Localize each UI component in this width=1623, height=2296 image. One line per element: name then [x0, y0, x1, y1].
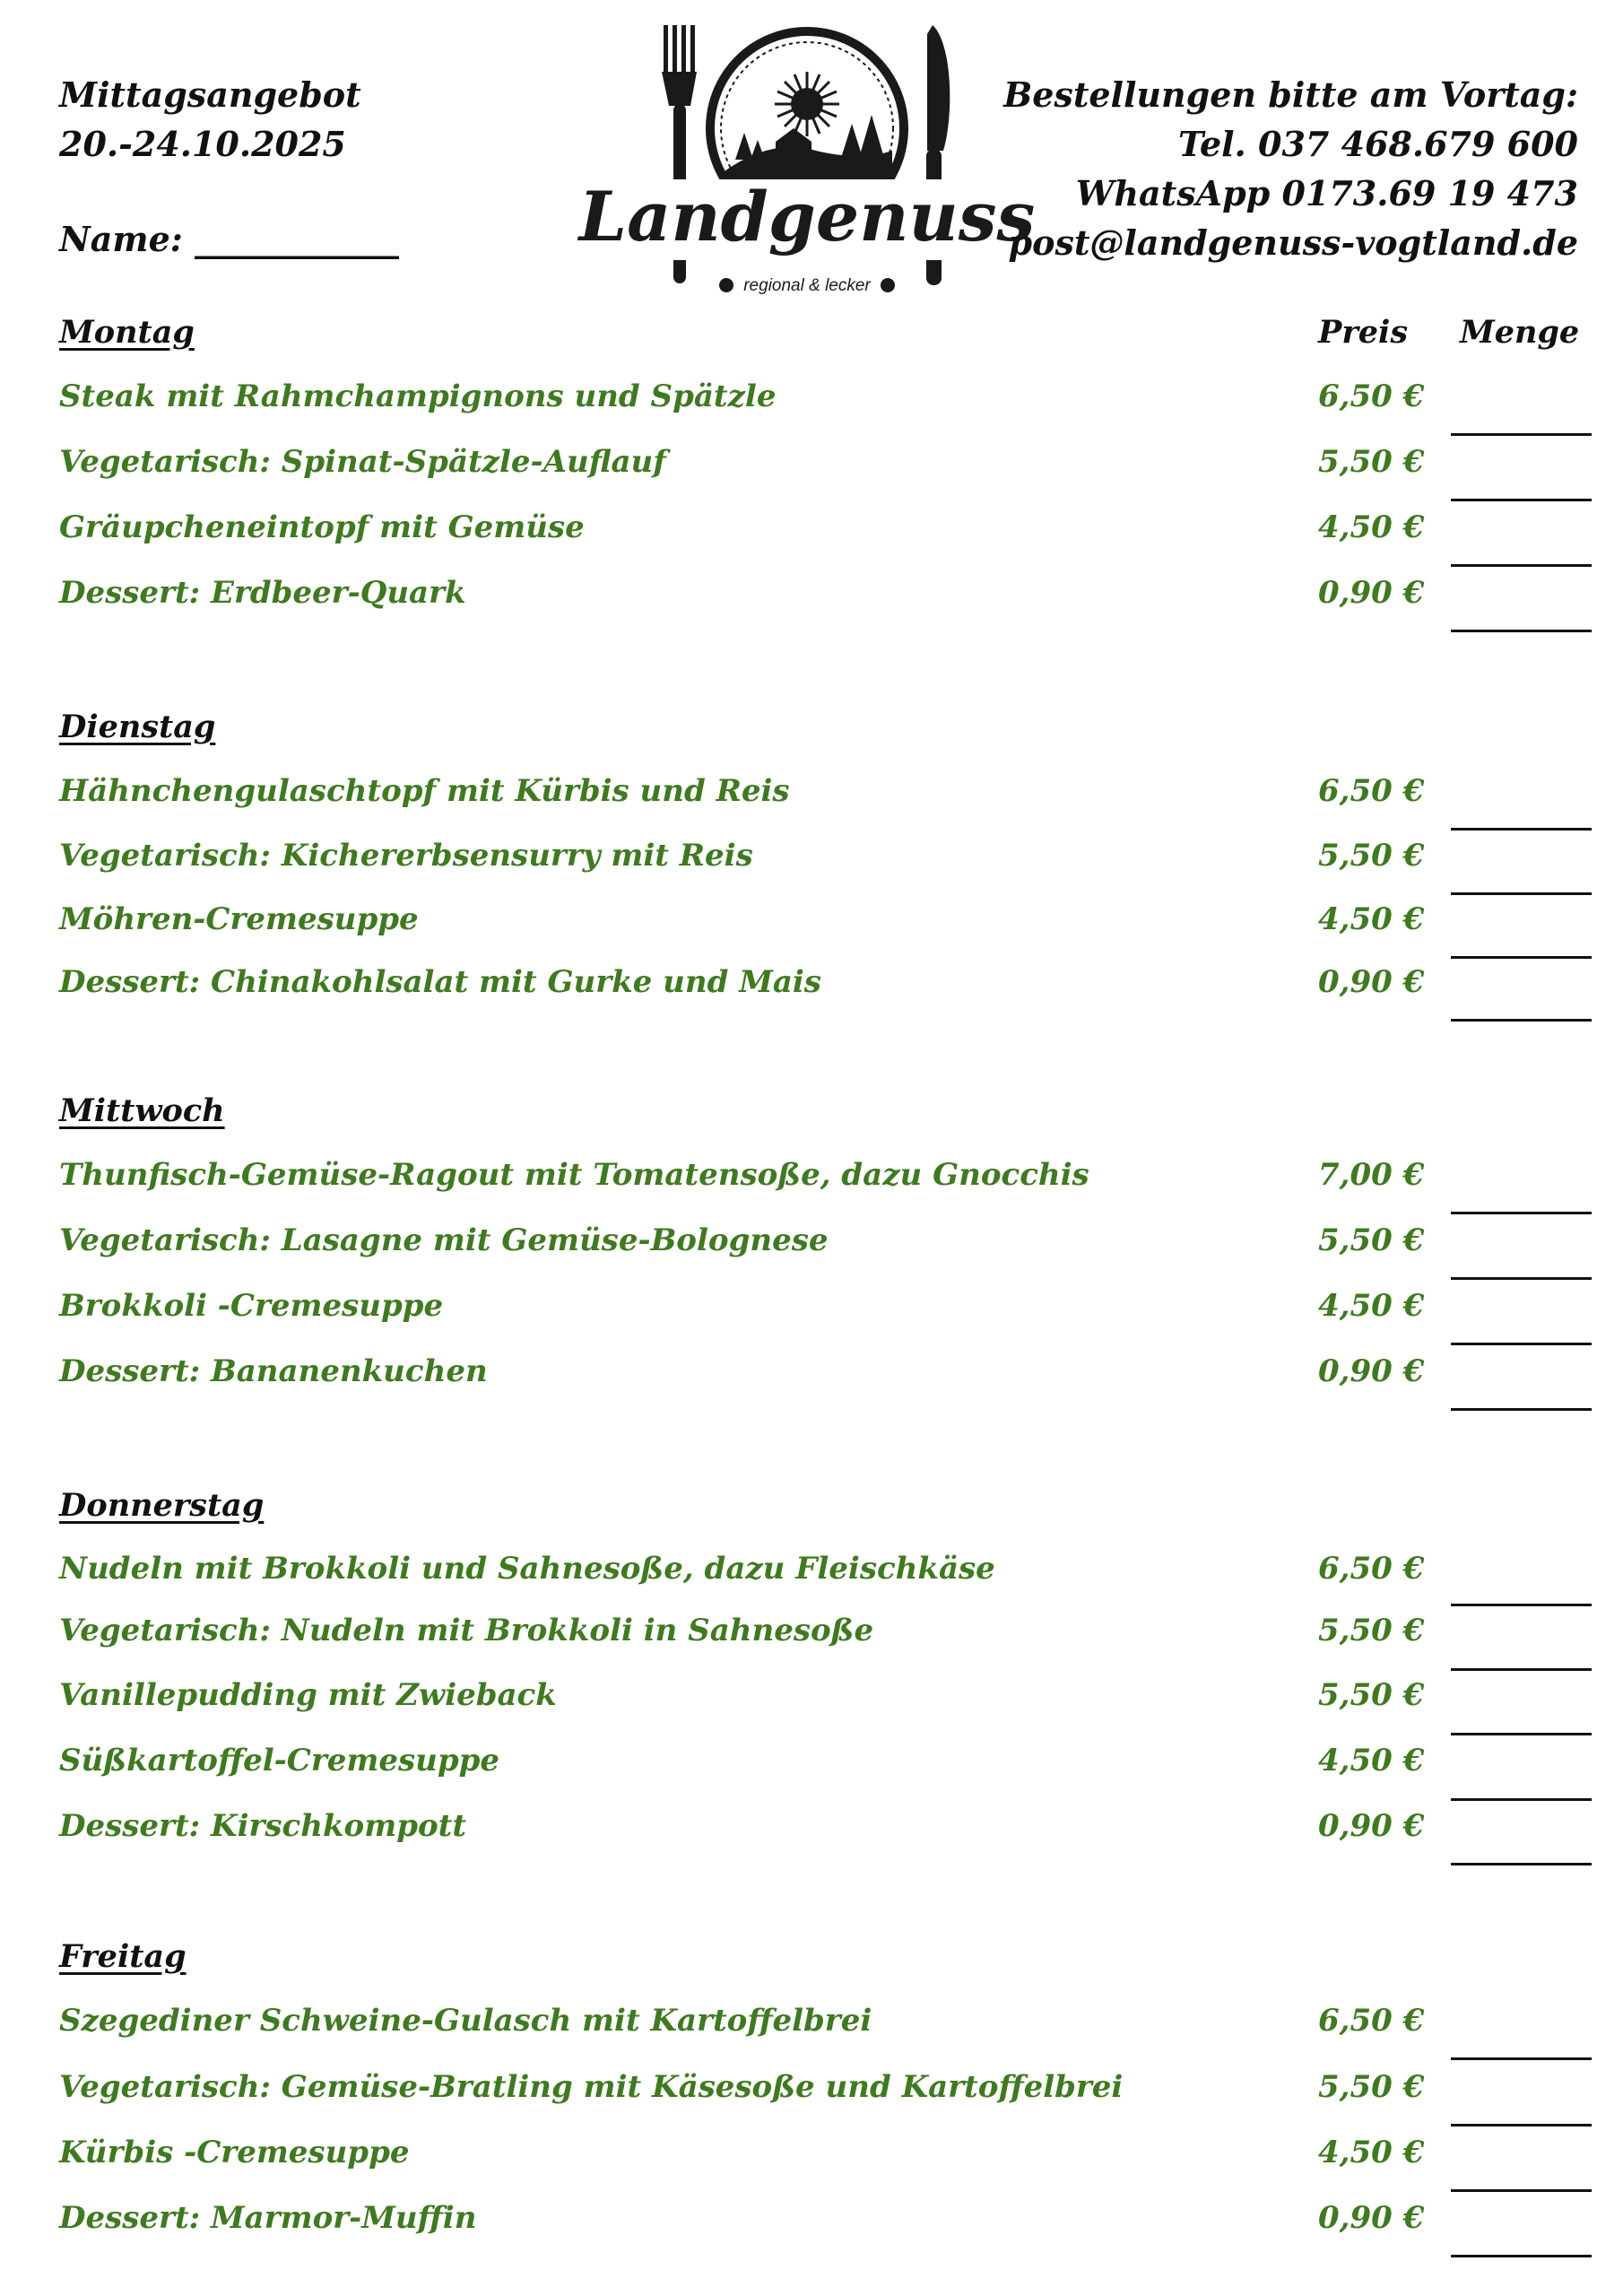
dish-price: 6,50 € [1318, 2003, 1425, 2039]
dish-price: 4,50 € [1318, 901, 1425, 937]
qty-input[interactable] [1451, 1668, 1592, 1671]
qty-input[interactable] [1451, 1798, 1592, 1801]
day-title-freitag: Freitag [59, 1938, 187, 1975]
dish-name: Nudeln mit Brokkoli und Sahnesoße, dazu Fleischkäse [59, 1551, 995, 1587]
dish-price: 7,00 € [1318, 1157, 1425, 1193]
offer-title: Mittagsangebot [59, 74, 361, 115]
qty-input[interactable] [1451, 2189, 1592, 2192]
dish-price: 4,50 € [1318, 2135, 1425, 2170]
qty-input[interactable] [1451, 1863, 1592, 1866]
dish-name: Möhren-Cremesuppe [59, 901, 419, 937]
dish-name: Dessert: Erdbeer-Quark [59, 575, 466, 611]
qty-column-header: Menge [1460, 314, 1580, 351]
qty-input[interactable] [1451, 499, 1592, 501]
dish-price: 5,50 € [1318, 444, 1425, 480]
header-left [59, 70, 361, 169]
dish-price: 5,50 € [1318, 1613, 1425, 1648]
dish-name: Vegetarisch: Kichererbsensurry mit Reis [59, 838, 753, 874]
dish-name: Brokkoli -Cremesuppe [59, 1288, 444, 1324]
email-address: post@landgenuss-vogtland.de [1008, 222, 1578, 263]
phone-number: Tel. 037 468.679 600 [1178, 124, 1578, 164]
qty-input[interactable] [1451, 956, 1592, 959]
qty-input[interactable] [1451, 1408, 1592, 1411]
qty-input[interactable] [1451, 1277, 1592, 1280]
dish-name: Steak mit Rahmchampignons und Spätzle [59, 378, 777, 414]
dish-name: Dessert: Bananenkuchen [59, 1353, 488, 1389]
logo-graphic [578, 16, 1036, 303]
dish-price: 5,50 € [1318, 2069, 1425, 2105]
dish-price: 5,50 € [1318, 1677, 1425, 1713]
dish-name: Hähnchengulaschtopf mit Kürbis und Reis [59, 773, 790, 809]
dish-price: 5,50 € [1318, 838, 1425, 874]
qty-input[interactable] [1451, 1019, 1592, 1022]
qty-input[interactable] [1451, 1733, 1592, 1735]
dish-name: Szegediner Schweine-Gulasch mit Kartoffelbrei [59, 2003, 872, 2039]
dish-name: Vanillepudding mit Zwieback [59, 1677, 557, 1713]
qty-input[interactable] [1451, 1343, 1592, 1345]
dish-name: Vegetarisch: Nudeln mit Brokkoli in Sahnesoße [59, 1613, 874, 1648]
dish-price: 4,50 € [1318, 1288, 1425, 1324]
qty-input[interactable] [1451, 1212, 1592, 1214]
dish-price: 6,50 € [1318, 378, 1425, 414]
day-title-montag: Montag [59, 314, 195, 351]
dish-price: 0,90 € [1318, 1808, 1425, 1844]
dish-price: 6,50 € [1318, 1551, 1425, 1587]
dish-price: 0,90 € [1318, 964, 1425, 1000]
dish-price: 4,50 € [1318, 1743, 1425, 1779]
qty-input[interactable] [1451, 1604, 1592, 1606]
tree-icon [735, 133, 753, 160]
day-title-mittwoch: Mittwoch [59, 1092, 225, 1129]
price-column-header: Preis [1318, 314, 1409, 351]
day-title-dienstag: Dienstag [59, 709, 216, 745]
dish-name: Vegetarisch: Lasagne mit Gemüse-Bolognese [59, 1222, 829, 1258]
dish-name: Dessert: Marmor-Muffin [59, 2200, 477, 2236]
qty-input[interactable] [1451, 433, 1592, 436]
dish-name: Vegetarisch: Spinat-Spätzle-Auflauf [59, 444, 666, 480]
dish-name: Süßkartoffel-Cremesuppe [59, 1743, 500, 1779]
dish-price: 6,50 € [1318, 773, 1425, 809]
order-note: Bestellungen bitte am Vortag: [1003, 74, 1578, 115]
name-field[interactable]: Name: ____________ [59, 219, 399, 259]
dish-price: 4,50 € [1318, 509, 1425, 545]
dish-price: 0,90 € [1318, 1353, 1425, 1389]
landgenuss-logo [578, 16, 1036, 303]
dish-name: Dessert: Chinakohlsalat mit Gurke und Mais [59, 964, 821, 1000]
qty-input[interactable] [1451, 630, 1592, 632]
dish-name: Vegetarisch: Gemüse-Bratling mit Käsesoße und Kartoffelbrei [59, 2069, 1124, 2105]
offer-date: 20.-24.10.2025 [59, 124, 346, 164]
dish-name: Thunfisch-Gemüse-Ragout mit Tomatensoße, dazu Gnocchis [59, 1157, 1089, 1193]
dish-price: 0,90 € [1318, 575, 1425, 611]
dish-price: 0,90 € [1318, 2200, 1425, 2236]
sun-icon [775, 72, 839, 136]
logo-tagline: regional & lecker [743, 276, 871, 295]
logo-wordmark: Landgenuss [578, 177, 1036, 257]
qty-input[interactable] [1451, 2057, 1592, 2060]
dish-name: Kürbis -Cremesuppe [59, 2135, 410, 2170]
day-title-donnerstag: Donnerstag [59, 1487, 265, 1524]
qty-input[interactable] [1451, 2124, 1592, 2126]
qty-input[interactable] [1451, 2255, 1592, 2257]
dish-name: Gräupcheneintopf mit Gemüse [59, 509, 585, 545]
header-right [1003, 70, 1578, 267]
whatsapp-number: WhatsApp 0173.69 19 473 [1075, 173, 1578, 213]
qty-input[interactable] [1451, 564, 1592, 567]
qty-input[interactable] [1451, 828, 1592, 831]
qty-input[interactable] [1451, 892, 1592, 895]
dish-name: Dessert: Kirschkompott [59, 1808, 467, 1844]
dish-price: 5,50 € [1318, 1222, 1425, 1258]
